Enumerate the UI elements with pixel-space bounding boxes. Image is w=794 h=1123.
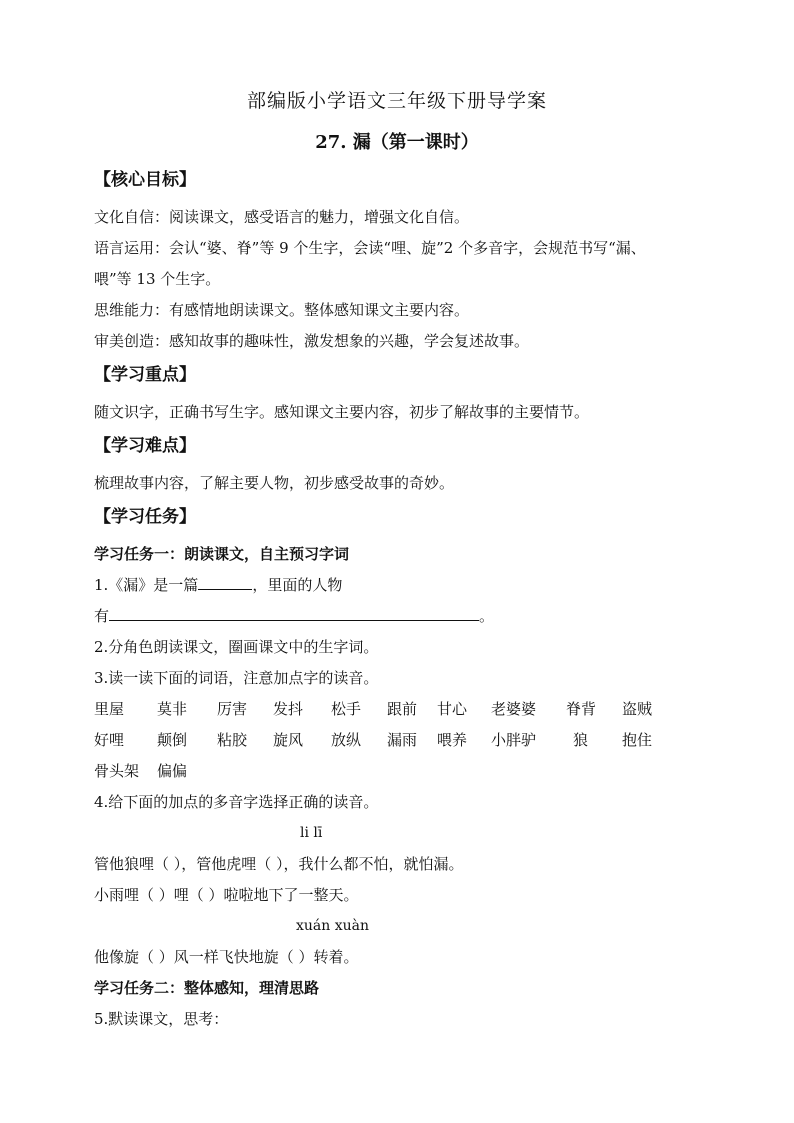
goal-line: 思维能力：有感情地朗读课文。整体感知课文主要内容。 xyxy=(94,301,470,319)
key-points-heading: 【学习重点】 xyxy=(94,365,196,385)
question-3: 3.读一读下面的词语，注意加点字的读音。 xyxy=(94,669,379,687)
word: 粘胶 xyxy=(217,731,248,749)
question-1 xyxy=(94,570,734,601)
answer-blank[interactable] xyxy=(198,572,252,590)
task1-title: 学习任务一：朗读课文，自主预习字词 xyxy=(94,545,350,563)
goal-line: 审美创造：感知故事的趣味性，激发想象的兴趣，学会复述故事。 xyxy=(94,332,530,350)
difficulties-heading: 【学习难点】 xyxy=(94,436,196,456)
word: 松手 xyxy=(331,700,362,718)
core-goals-heading: 【核心目标】 xyxy=(94,170,196,190)
word: 小胖驴 xyxy=(491,731,537,749)
word: 偏偏 xyxy=(157,762,188,780)
word-row xyxy=(94,756,734,787)
answer-blank[interactable] xyxy=(109,603,479,621)
q1-prefix: 有 xyxy=(94,607,110,625)
word: 老婆婆 xyxy=(491,700,537,718)
question-1-line2 xyxy=(94,601,734,632)
word: 甘心 xyxy=(437,700,468,718)
word: 厉害 xyxy=(217,700,248,718)
word-row xyxy=(94,725,734,756)
word: 抱住 xyxy=(622,731,653,749)
goal-line: 喂”等 13 个生字。 xyxy=(94,270,221,288)
tasks-heading: 【学习任务】 xyxy=(94,507,196,527)
word: 漏雨 xyxy=(387,731,418,749)
question-4: 4.给下面的加点的多音字选择正确的读音。 xyxy=(94,793,379,811)
pinyin-options: xuán xuàn xyxy=(296,918,370,934)
word: 喂养 xyxy=(437,731,468,749)
key-points-text: 随文识字，正确书写生字。感知课文主要内容，初步了解故事的主要情节。 xyxy=(94,403,590,421)
page-title: 部编版小学语文三年级下册导学案 xyxy=(246,90,547,112)
word: 旋风 xyxy=(273,731,304,749)
word: 骨头架 xyxy=(94,762,140,780)
question-2: 2.分角色朗读课文，圈画课文中的生字词。 xyxy=(94,638,379,656)
word-row xyxy=(94,694,734,725)
goal-line: 文化自信：阅读课文，感受语言的魅力，增强文化自信。 xyxy=(94,208,470,226)
word: 脊背 xyxy=(566,700,597,718)
pinyin-options: li lī xyxy=(300,825,323,841)
document-body xyxy=(94,166,734,1035)
question-5: 5.默读课文，思考： xyxy=(94,1010,229,1028)
polyphone-sentence: 管他狼哩（ ），管他虎哩（ ），我什么都不怕，就怕漏。 xyxy=(94,855,464,873)
word: 放纵 xyxy=(331,731,362,749)
word: 狼 xyxy=(573,731,589,749)
task2-title: 学习任务二：整体感知，理清思路 xyxy=(94,979,320,997)
word: 跟前 xyxy=(387,700,418,718)
polyphone-sentence: 他像旋（ ）风一样飞快地旋（ ）转着。 xyxy=(94,948,359,966)
difficulties-text: 梳理故事内容，了解主要人物，初步感受故事的奇妙。 xyxy=(94,474,455,492)
lesson-title: 27. 漏（第一课时） xyxy=(315,132,479,153)
word: 莫非 xyxy=(157,700,188,718)
q1-suffix: 。 xyxy=(479,607,495,625)
q1-text-b: ，里面的人物 xyxy=(252,576,343,594)
word: 颠倒 xyxy=(157,731,188,749)
word: 盗贼 xyxy=(622,700,653,718)
word: 发抖 xyxy=(273,700,304,718)
polyphone-sentence: 小雨哩（ ）哩（ ）啦啦地下了一整天。 xyxy=(94,886,359,904)
word: 好哩 xyxy=(94,731,125,749)
q1-text-a: 1.《漏》是一篇 xyxy=(94,576,199,594)
goal-line: 语言运用：会认“婆、脊”等 9 个生字，会读“哩、旋”2 个多音字，会规范书写“漏、 xyxy=(94,239,646,257)
word: 里屋 xyxy=(94,700,125,718)
